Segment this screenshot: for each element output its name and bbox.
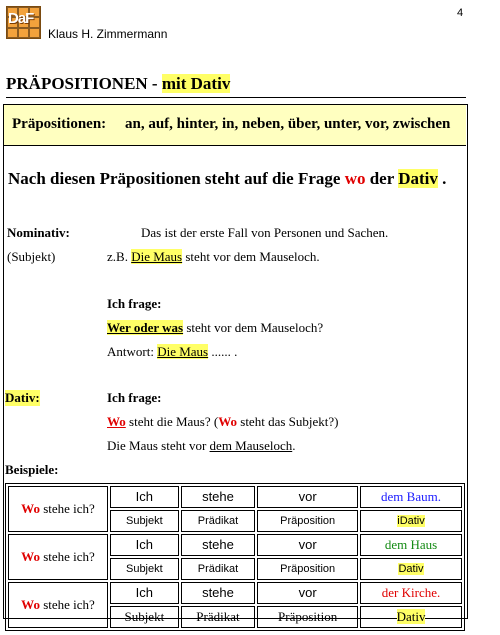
nominativ-example <box>107 249 320 265</box>
question-text: Nach diesen Präpositionen steht auf die Frage <box>8 169 345 188</box>
example-word-preposition: vor <box>257 582 358 604</box>
table-row <box>8 486 462 508</box>
example-question <box>8 582 108 628</box>
object-noun: Baum. <box>403 489 441 504</box>
example-word-subject: Ich <box>110 486 179 508</box>
object-noun: Kirche. <box>398 585 441 600</box>
example-word-preposition: vor <box>257 486 358 508</box>
label-praeposition: Präposition <box>257 558 358 580</box>
example-word-verb: stehe <box>181 582 256 604</box>
label-praedikat: Prädikat <box>181 606 256 628</box>
object-article: dem <box>381 489 404 504</box>
label-praedikat: Prädikat <box>181 510 256 532</box>
question-middle: der <box>365 169 399 188</box>
dativ-answer-prefix: Die Maus steht vor <box>107 438 210 453</box>
author-name: Klaus H. Zimmermann <box>48 27 168 41</box>
example-word-preposition: vor <box>257 534 358 556</box>
label-dativ <box>360 558 462 580</box>
nominativ-label: Nominativ: <box>7 225 70 240</box>
example-word-object <box>360 582 462 604</box>
label-praeposition: Präposition <box>257 510 358 532</box>
dativ-question-end: steht das Subjekt?) <box>237 414 339 429</box>
prepositions-list: an, auf, hinter, in, neben, über, unter, vor, zwischen <box>125 116 451 132</box>
nominativ-definition: Das ist der erste Fall von Personen und Sachen. <box>141 225 389 240</box>
question-line <box>8 169 446 189</box>
example-question <box>8 486 108 532</box>
nominativ-sublabel: (Subjekt) <box>7 249 56 264</box>
example-word-object <box>360 534 462 556</box>
daf-logo-text: DaF <box>8 10 34 27</box>
label-dativ-text: Dativ <box>398 563 424 575</box>
wer-oder-was: Wer oder was <box>107 320 184 335</box>
label-dativ <box>360 510 462 532</box>
example-question-rest: stehe ich? <box>39 549 95 564</box>
example-question-rest: stehe ich? <box>39 501 95 516</box>
label-praeposition: Präposition <box>257 606 358 628</box>
dativ-answer <box>107 438 295 454</box>
dativ-answer-end: . <box>292 438 296 453</box>
dativ-wo-2: Wo <box>218 414 238 429</box>
object-article: der <box>381 585 399 600</box>
question-end: . <box>437 169 447 188</box>
page-number: 4 <box>457 7 464 19</box>
nominativ-question <box>107 320 323 336</box>
nominativ-question-rest: steht vor dem Mauseloch? <box>183 320 324 335</box>
example-prefix: z.B. <box>107 249 132 264</box>
examples-table <box>5 483 465 631</box>
example-rest: steht vor dem Mauseloch. <box>182 249 320 264</box>
label-dativ <box>360 606 462 628</box>
question-dativ: Dativ <box>398 169 438 188</box>
title-main: PRÄPOSITIONEN - <box>6 74 162 93</box>
title-divider <box>6 97 466 98</box>
answer-prefix: Antwort: <box>107 344 158 359</box>
beispiele-label: Beispiele: <box>5 462 59 477</box>
example-word-verb: stehe <box>181 534 256 556</box>
example-question-rest: stehe ich? <box>39 597 95 612</box>
label-praedikat: Prädikat <box>181 558 256 580</box>
dativ-label: Dativ: <box>5 390 40 405</box>
dativ-ich-frage: Ich frage: <box>107 390 162 405</box>
answer-subject: Die Maus <box>157 344 209 359</box>
example-word-object <box>360 486 462 508</box>
dativ-wo: Wo <box>107 414 126 429</box>
page-title <box>6 74 230 94</box>
example-question-wo: Wo <box>21 549 40 564</box>
label-dativ-text: Dativ <box>396 609 426 624</box>
label-subjekt: Subjekt <box>110 558 179 580</box>
question-wo: wo <box>344 169 366 188</box>
label-subjekt: Subjekt <box>110 606 179 628</box>
example-question <box>8 534 108 580</box>
table-row <box>8 582 462 604</box>
example-question-wo: Wo <box>21 597 40 612</box>
object-article: dem <box>384 537 408 552</box>
table-row <box>8 534 462 556</box>
dativ-answer-object: dem Mauseloch <box>209 438 293 453</box>
example-word-verb: stehe <box>181 486 256 508</box>
nominativ-answer <box>107 344 237 360</box>
dativ-question <box>107 414 338 430</box>
title-highlight: mit Dativ <box>161 74 231 93</box>
example-word-subject: Ich <box>110 534 179 556</box>
object-noun: Haus <box>407 537 438 552</box>
answer-rest: ...... . <box>208 344 238 359</box>
label-dativ-text: iDativ <box>397 515 425 527</box>
example-word-subject: Ich <box>110 582 179 604</box>
label-subjekt: Subjekt <box>110 510 179 532</box>
example-subject: Die Maus <box>131 249 183 264</box>
dativ-question-mid: steht die Maus? ( <box>125 414 219 429</box>
example-question-wo: Wo <box>21 501 40 516</box>
prepositions-label: Präpositionen: <box>12 116 107 132</box>
nominativ-ich-frage: Ich frage: <box>107 296 162 311</box>
